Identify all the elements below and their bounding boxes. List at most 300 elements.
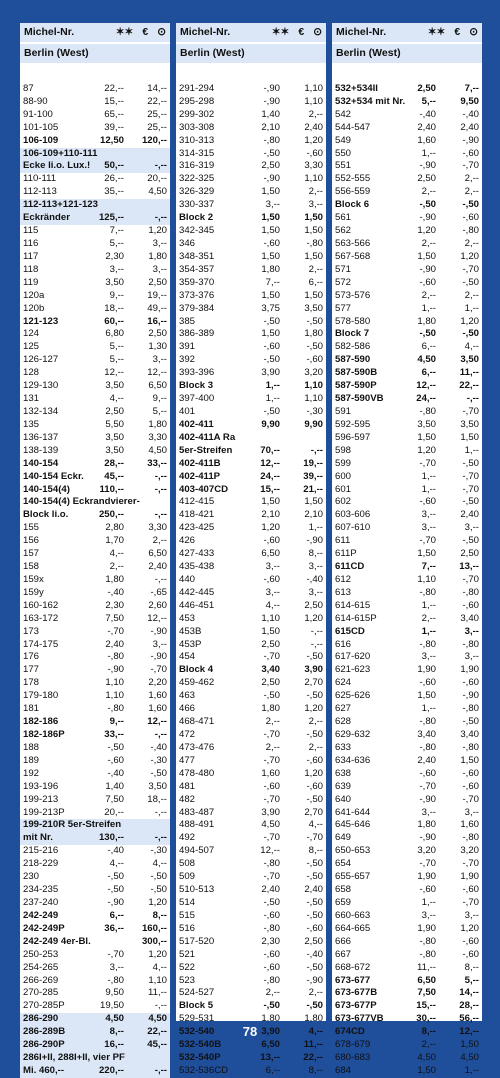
catalog-number: 286I+II, 288I+II, vier PF [23, 1052, 125, 1064]
price-mint: 1,20 [417, 444, 436, 456]
price-used: 2,50 [304, 935, 323, 947]
price-mint: 220,-- [98, 1064, 124, 1076]
price-mint: 3,75 [261, 302, 280, 314]
catalog-row [20, 561, 170, 574]
price-used: 1,80 [148, 250, 167, 262]
column-header [332, 23, 482, 42]
catalog-number: Block 7 [335, 328, 370, 340]
price-mint: -,70 [419, 858, 436, 870]
price-mint: -,80 [419, 638, 436, 650]
catalog-number: 587-590VB [335, 393, 384, 405]
catalog-number: 316-319 [179, 160, 215, 172]
catalog-number: 303-308 [179, 121, 215, 133]
price-used: 2,40 [304, 884, 323, 896]
price-used: -,-- [154, 483, 167, 495]
price-mint: 5,50 [105, 418, 124, 430]
price-used: -,80 [462, 638, 479, 650]
catalog-number: 120a [23, 289, 45, 301]
catalog-number: 242-249P [23, 922, 65, 934]
catalog-row [332, 561, 482, 574]
catalog-number: 621-623 [335, 664, 371, 676]
catalog-row [176, 703, 326, 716]
catalog-number: 120b [23, 302, 45, 314]
price-mint: 3,-- [265, 586, 280, 598]
catalog-number: 182-186 [23, 716, 59, 728]
catalog-number: 266-269 [23, 974, 59, 986]
price-mint: -,80 [419, 716, 436, 728]
catalog-number: 551 [335, 160, 352, 172]
catalog-number: 177 [23, 664, 40, 676]
price-used: 1,-- [464, 302, 479, 314]
price-mint: 1,60 [417, 134, 436, 146]
price-used: 1,80 [304, 328, 323, 340]
price-mint: -,80 [419, 741, 436, 753]
catalog-number: 673-677B [335, 987, 378, 999]
price-mint: -,70 [419, 780, 436, 792]
column-header [20, 23, 170, 42]
price-used: 1,20 [460, 250, 479, 262]
price-mint: 60,-- [104, 315, 124, 327]
catalog-number: 667 [335, 948, 352, 960]
price-mint: -,80 [107, 703, 124, 715]
catalog-row [20, 651, 170, 664]
catalog-number: 596-597 [335, 431, 371, 443]
price-used: -,-- [154, 573, 167, 585]
price-used: 3,20 [460, 845, 479, 857]
price-mint: 1,50 [261, 186, 280, 198]
catalog-number: 571 [335, 263, 352, 275]
catalog-row [176, 432, 326, 445]
price-used: 3,-- [308, 586, 323, 598]
catalog-number: 159x [23, 573, 44, 585]
price-used: -,-- [154, 1064, 167, 1076]
catalog-row [176, 186, 326, 199]
catalog-number: 402-411 [179, 418, 214, 430]
catalog-number: 348-351 [179, 250, 215, 262]
catalog-row [176, 664, 326, 677]
catalog-row [20, 807, 170, 820]
catalog-row [20, 910, 170, 923]
price-used: 2,40 [148, 561, 167, 573]
price-mint: 3,50 [105, 444, 124, 456]
price-used: 16,-- [147, 315, 167, 327]
price-used: 4,50 [148, 186, 167, 198]
catalog-number: 532-540 [179, 1026, 215, 1038]
price-used: -,30 [150, 754, 167, 766]
price-used: 1,50 [304, 212, 323, 224]
catalog-row [176, 328, 326, 341]
price-used: 1,50 [460, 431, 479, 443]
catalog-row [332, 794, 482, 807]
price-used: -,70 [462, 470, 479, 482]
price-mint: 1,50 [261, 496, 280, 508]
catalog-number: 182-186P [23, 729, 65, 741]
catalog-rows [176, 70, 326, 1078]
catalog-number: 602 [335, 496, 352, 508]
price-used: 2,-- [464, 173, 479, 185]
price-mint: -,60 [263, 535, 280, 547]
price-used: -,60 [462, 677, 479, 689]
price-used: -,50 [306, 909, 323, 921]
catalog-row [176, 419, 326, 432]
catalog-row [332, 923, 482, 936]
price-used: 2,50 [148, 276, 167, 288]
catalog-row [176, 303, 326, 316]
price-mint: 1,10 [261, 612, 280, 624]
section-title: Berlin (West) [20, 44, 170, 63]
catalog-row [332, 768, 482, 781]
price-mint: -,80 [419, 948, 436, 960]
catalog-rows [20, 70, 170, 1078]
price-mint: 2,50 [417, 82, 436, 94]
price-mint: 2,50 [417, 173, 436, 185]
price-mint: -,80 [419, 586, 436, 598]
price-mint: 3,-- [265, 561, 280, 573]
catalog-number: 532+534 mit Nr. [335, 95, 406, 107]
price-used: 9,90 [304, 418, 323, 430]
price-mint: 1,50 [417, 690, 436, 702]
catalog-number: 600 [335, 470, 352, 482]
catalog-row [332, 910, 482, 923]
price-used: 11,-- [147, 987, 167, 999]
price-mint: 1,50 [261, 225, 280, 237]
catalog-row [332, 1000, 482, 1013]
price-mint: 28,-- [104, 457, 124, 469]
catalog-number: 193-196 [23, 780, 59, 792]
price-mint: 1,80 [105, 573, 124, 585]
price-mint: 2,50 [261, 677, 280, 689]
catalog-row [20, 845, 170, 858]
price-mint: -,50 [263, 147, 280, 159]
catalog-number: 359-370 [179, 276, 215, 288]
price-mint: 1,90 [417, 922, 436, 934]
price-used: 33,-- [147, 457, 167, 469]
catalog-number: 124 [23, 328, 40, 340]
price-used: 11,-- [459, 367, 479, 379]
catalog-row [332, 897, 482, 910]
price-mint: -,70 [263, 729, 280, 741]
catalog-row [332, 70, 482, 83]
catalog-number: 426 [179, 535, 196, 547]
price-mint: -,60 [263, 237, 280, 249]
mint-never-hinged-icon: ✶✶ [427, 26, 446, 38]
price-mint: 2,-- [265, 987, 280, 999]
catalog-number: 613 [335, 586, 352, 598]
price-used: 3,30 [148, 522, 167, 534]
price-used: -,90 [306, 974, 323, 986]
price-mint: -,90 [107, 664, 124, 676]
catalog-row [20, 341, 170, 354]
column-header-symbols [107, 23, 166, 42]
price-used: -,80 [462, 703, 479, 715]
price-used: 6,50 [148, 548, 167, 560]
catalog-number: 516 [179, 922, 196, 934]
price-used: 3,-- [464, 651, 479, 663]
catalog-number: 577 [335, 302, 352, 314]
price-used: -,50 [150, 884, 167, 896]
price-mint: -,60 [263, 909, 280, 921]
price-used: -,60 [462, 599, 479, 611]
catalog-row [332, 742, 482, 755]
catalog-row [332, 122, 482, 135]
price-used: -,40 [306, 948, 323, 960]
price-used: -,50 [462, 716, 479, 728]
price-used: -,50 [306, 897, 323, 908]
catalog-row [176, 742, 326, 755]
catalog-number: 140-154 [23, 457, 59, 469]
price-mint: 3,50 [417, 418, 436, 430]
price-used: 2,-- [152, 535, 167, 547]
catalog-number: 550 [335, 147, 352, 159]
catalog-row [176, 1065, 326, 1078]
price-mint: 36,-- [104, 922, 124, 934]
catalog-row [176, 290, 326, 303]
catalog-number: Eckränder [23, 212, 70, 224]
price-mint: 2,50 [261, 160, 280, 172]
catalog-row [176, 445, 326, 458]
catalog-row [332, 819, 482, 832]
catalog-row [332, 277, 482, 290]
price-mint: 2,-- [109, 561, 124, 573]
price-mint: 2,-- [265, 716, 280, 728]
price-mint: -,70 [263, 651, 280, 663]
catalog-row [176, 716, 326, 729]
price-used: -,40 [306, 573, 323, 585]
catalog-number: 587-590B [335, 367, 378, 379]
catalog-row [332, 613, 482, 626]
price-used: 3,-- [464, 625, 479, 637]
price-used: 2,60 [148, 599, 167, 611]
price-mint: 7,50 [105, 793, 124, 805]
section-title: Berlin (West) [332, 44, 482, 63]
price-mint: 130,-- [98, 832, 124, 844]
price-used: 3,-- [152, 354, 167, 366]
price-used: 2,-- [308, 108, 323, 120]
price-mint: 12,-- [416, 380, 436, 392]
catalog-row [176, 96, 326, 109]
section-title: Berlin (West) [176, 44, 326, 63]
catalog-number: 664-665 [335, 922, 371, 934]
price-mint: 1,50 [261, 212, 280, 224]
price-used: 4,50 [148, 1013, 167, 1025]
catalog-number: 418-421 [179, 509, 215, 521]
column-header-title: Michel-Nr. [24, 26, 75, 38]
catalog-number: 128 [23, 367, 40, 379]
catalog-number: 563-566 [335, 237, 371, 249]
cancelled-icon: ⊙ [313, 26, 322, 38]
price-used: 2,70 [304, 806, 323, 818]
price-mint: 12,-- [104, 367, 124, 379]
catalog-number: 508 [179, 858, 196, 870]
price-mint: -,60 [107, 754, 124, 766]
catalog-number: 552-555 [335, 173, 371, 185]
price-used: 2,-- [308, 186, 323, 198]
price-mint: 1,50 [417, 431, 436, 443]
catalog-row [176, 975, 326, 988]
catalog-number: 625-626 [335, 690, 371, 702]
catalog-row [176, 380, 326, 393]
catalog-number: 178 [23, 677, 40, 689]
price-mint: -,80 [263, 922, 280, 934]
price-mint: 22,-- [104, 82, 124, 94]
price-used: -,70 [150, 664, 167, 676]
price-used: 2,10 [304, 509, 323, 521]
price-used: -,50 [150, 767, 167, 779]
catalog-row [332, 522, 482, 535]
catalog-number: 270-285P [23, 1000, 65, 1012]
price-used: 1,60 [460, 819, 479, 831]
price-mint: 6,50 [261, 548, 280, 560]
price-used: 2,40 [304, 121, 323, 133]
price-used: 2,-- [308, 716, 323, 728]
catalog-row [20, 303, 170, 316]
price-used: -,60 [306, 780, 323, 792]
catalog-number: 592-595 [335, 418, 371, 430]
price-used: -,60 [306, 354, 323, 366]
catalog-number: 624 [335, 677, 352, 689]
price-mint: 3,-- [109, 961, 124, 973]
price-used: 4,-- [464, 341, 479, 353]
price-mint: 2,-- [421, 237, 436, 249]
catalog-number: 136-137 [23, 431, 59, 443]
price-mint: 2,40 [417, 754, 436, 766]
price-used: 3,-- [308, 199, 323, 211]
price-mint: 45,-- [104, 470, 124, 482]
catalog-number: 492 [179, 832, 196, 844]
catalog-row [176, 871, 326, 884]
catalog-row [20, 160, 170, 173]
price-mint: 1,20 [261, 522, 280, 534]
price-mint: 19,50 [99, 1000, 124, 1012]
catalog-number: 627 [335, 703, 352, 715]
catalog-row [176, 135, 326, 148]
catalog-number: 379-384 [179, 302, 215, 314]
price-mint: -,90 [419, 832, 436, 844]
price-used: 12,-- [459, 1026, 479, 1038]
catalog-row [176, 1052, 326, 1065]
catalog-row [20, 794, 170, 807]
catalog-number: 131 [23, 393, 40, 405]
price-used: -,-- [154, 832, 167, 844]
catalog-row [332, 173, 482, 186]
catalog-number: 199-213P [23, 806, 65, 818]
price-used: 1,60 [148, 690, 167, 702]
price-used: 19,-- [147, 289, 167, 301]
price-used: 5,-- [464, 974, 479, 986]
catalog-number: 453 [179, 612, 196, 624]
price-mint: -,90 [263, 173, 280, 185]
price-mint: -,80 [263, 858, 280, 870]
price-mint: 1,20 [417, 225, 436, 237]
catalog-row [176, 484, 326, 497]
price-mint: -,60 [419, 677, 436, 689]
price-mint: 15,-- [416, 1000, 436, 1012]
catalog-row [176, 910, 326, 923]
catalog-number: 87 [23, 82, 34, 94]
price-used: 160,-- [141, 922, 167, 934]
catalog-number: 532-540B [179, 1039, 222, 1051]
price-mint: 2,30 [105, 250, 124, 262]
price-used: 22,-- [147, 1026, 167, 1038]
catalog-number: 463 [179, 690, 196, 702]
price-used: 22,-- [459, 380, 479, 392]
price-mint: -,80 [263, 974, 280, 986]
catalog-number: 466 [179, 703, 196, 715]
column-header-symbols [419, 23, 478, 42]
price-mint: -,80 [419, 935, 436, 947]
catalog-row [20, 135, 170, 148]
catalog-row [20, 884, 170, 897]
catalog-number: 101-105 [23, 121, 59, 133]
cancelled-icon: ⊙ [469, 26, 478, 38]
price-used: 3,40 [460, 729, 479, 741]
catalog-row [176, 83, 326, 96]
price-used: 2,50 [304, 599, 323, 611]
catalog-number: 140-154(4) [23, 483, 70, 495]
catalog-number: 532-536CD [179, 1064, 229, 1076]
price-mint: -,80 [419, 405, 436, 417]
catalog-row [176, 768, 326, 781]
price-mint: 1,-- [421, 302, 436, 314]
price-mint: 3,-- [421, 806, 436, 818]
price-used: 12,-- [147, 612, 167, 624]
catalog-row [176, 807, 326, 820]
catalog-row [176, 923, 326, 936]
catalog-number: 459-462 [179, 677, 215, 689]
price-used: -,90 [150, 625, 167, 637]
price-used: -,40 [462, 108, 479, 120]
price-used: 20,-- [147, 173, 167, 185]
catalog-row [176, 535, 326, 548]
price-used: -,70 [462, 160, 479, 172]
catalog-row [332, 160, 482, 173]
catalog-row [332, 264, 482, 277]
catalog-row [176, 122, 326, 135]
price-mint: 3,-- [109, 263, 124, 275]
price-mint: -,50 [419, 328, 436, 340]
catalog-number: 468-471 [179, 716, 215, 728]
price-used: 9,50 [460, 95, 479, 107]
catalog-number: 521 [179, 948, 196, 960]
price-mint: 12,-- [260, 457, 280, 469]
catalog-row [176, 561, 326, 574]
price-used: -,-- [310, 625, 323, 637]
catalog-row [20, 186, 170, 199]
price-mint: 2,30 [105, 599, 124, 611]
price-used: -,70 [462, 793, 479, 805]
price-mint: 70,-- [260, 444, 280, 456]
catalog-row [20, 458, 170, 471]
catalog-number: mit Nr. [23, 832, 53, 844]
catalog-row [176, 341, 326, 354]
price-mint: 1,-- [421, 703, 436, 715]
price-mint: 6,80 [105, 328, 124, 340]
catalog-number: 454 [179, 651, 196, 663]
catalog-number: 603-606 [335, 509, 371, 521]
price-used: 8,-- [308, 845, 323, 857]
price-used: 1,20 [304, 612, 323, 624]
catalog-number: 112-113 [23, 186, 57, 198]
catalog-row [176, 936, 326, 949]
catalog-number: 132-134 [23, 405, 59, 417]
price-mint: -,90 [419, 793, 436, 805]
price-mint: -,90 [263, 82, 280, 94]
price-mint: -,70 [263, 832, 280, 844]
catalog-row [20, 225, 170, 238]
price-used: 22,-- [147, 95, 167, 107]
catalog-row [332, 807, 482, 820]
price-mint: 1,80 [417, 315, 436, 327]
